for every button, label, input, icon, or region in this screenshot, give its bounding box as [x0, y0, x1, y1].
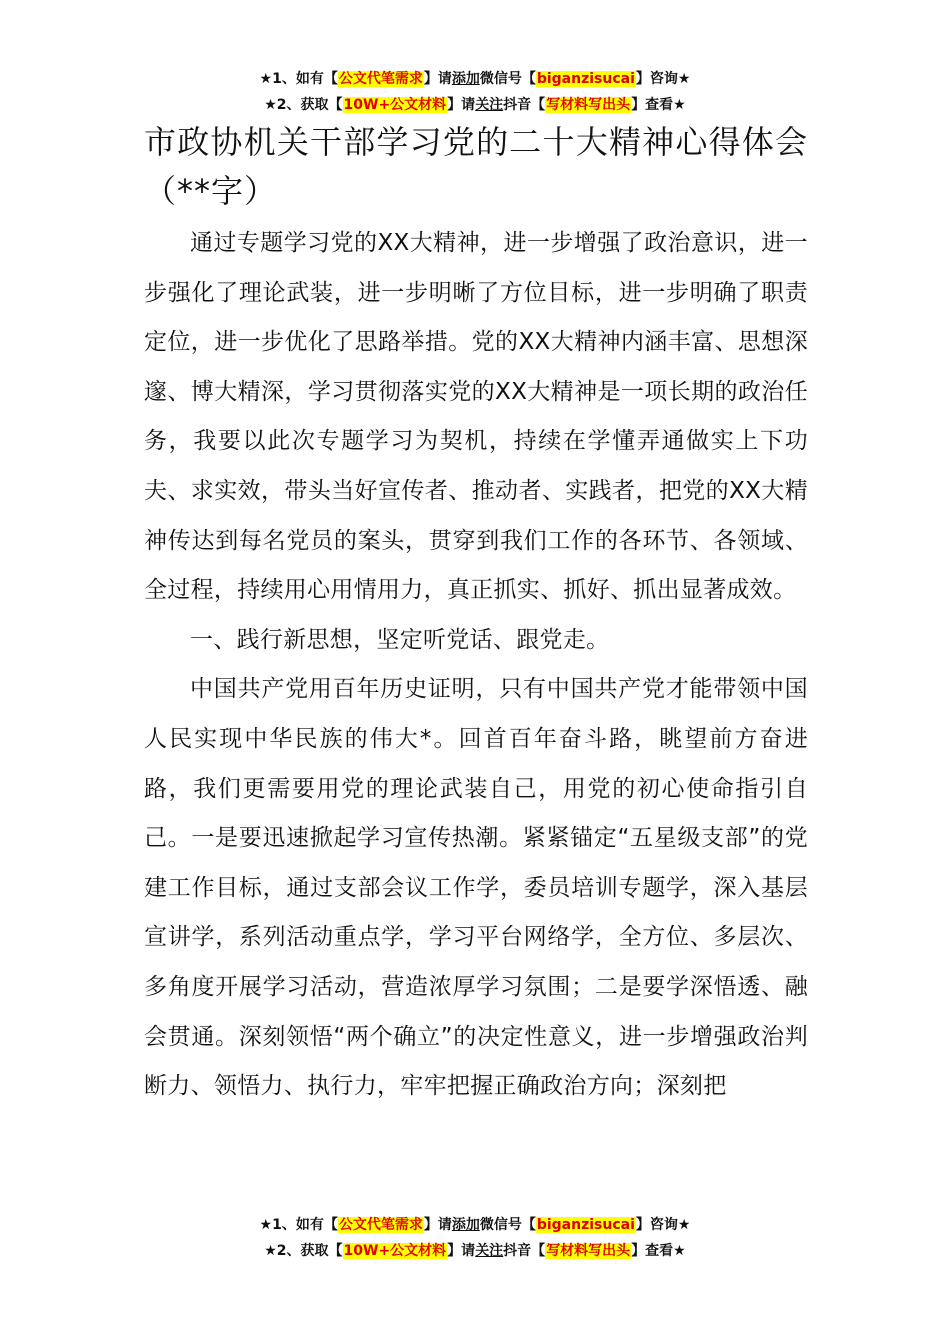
promo-emphasis: 添加 — [451, 1217, 480, 1233]
promo-text: ★2、获取【 — [264, 97, 343, 113]
promo-text: ★2、获取【 — [264, 1243, 343, 1259]
promo-banner-bottom — [0, 1212, 950, 1264]
promo-banner-top — [0, 66, 950, 118]
document-body — [144, 118, 808, 1112]
highlight-materials: 10W+公文材料 — [343, 97, 447, 113]
promo-text: 抖音【 — [503, 97, 546, 113]
highlight-wechat-id: biganzisucai — [536, 1217, 635, 1233]
promo-text: 】咨询★ — [635, 1217, 691, 1233]
paragraph-intro: 通过专题学习党的XX大精神，进一步增强了政治意识，进一步强化了理论武装，进一步明晰了方位目标，进一步明确了职责定位，进一步优化了思路举措。党的XX大精神内涵丰富、思想深邃、博大精深，学习贯彻落实党的XX大精神是一项长期的政治任务，我要以此次专题学习为契机，持续在学懂弄通做实上下功夫、求实效，带头当好宣传者、推动者、实践者，把党的XX大精神传达到每名党员的案头，贯穿到我们工作的各环节、各领域、全过程，持续用心用情用力，真正抓实、抓好、抓出显著成效。 — [144, 230, 808, 604]
highlight-materials: 10W+公文材料 — [343, 1243, 447, 1259]
promo-text: 】查看★ — [631, 97, 686, 113]
promo-text: 】请 — [423, 1217, 452, 1233]
highlight-service: 公文代笔需求 — [338, 1217, 423, 1233]
paragraph-section-1: 中国共产党用百年历史证明，只有中国共产党才能带领中国人民实现中华民族的伟大*。回首百年奋斗路，眺望前方奋进路，我们更需要用党的理论武装自己，用党的初心使命指引自己。一是要迅速掀起学习宣传热潮。紧紧锚定“五星级支部”的党建工作目标，通过支部会议工作学，委员培训专题学，深入基层宣讲学，系列活动重点学，学习平台网络学，全方位、多层次、多角度开展学习活动，营造浓厚学习氛围；二是要学深悟透、融会贯通。深刻领悟“两个确立”的决定性意义，进一步增强政治判断力、领悟力、执行力，牢牢把握正确政治方向；深刻把 — [144, 676, 808, 1100]
promo-text: 】请 — [447, 97, 476, 113]
highlight-douyin-account: 写材料写出头 — [546, 97, 631, 113]
promo-text: ★1、如有【 — [259, 71, 338, 87]
promo-text: 抖音【 — [503, 1243, 546, 1259]
highlight-wechat-id: biganzisucai — [536, 71, 635, 87]
promo-text: 】查看★ — [631, 1243, 686, 1259]
highlight-douyin-account: 写材料写出头 — [546, 1243, 631, 1259]
section-heading-1: 一、践行新思想，坚定听党话、跟党走。 — [190, 626, 610, 653]
promo-text: 】请 — [447, 1243, 476, 1259]
promo-emphasis: 关注 — [475, 1243, 504, 1259]
promo-line-1 — [0, 66, 950, 92]
promo-line-2 — [0, 1238, 950, 1264]
promo-text: ★1、如有【 — [259, 1217, 338, 1233]
promo-emphasis: 添加 — [451, 71, 480, 87]
promo-line-1 — [0, 1212, 950, 1238]
document-title: 市政协机关干部学习党的二十大精神心得体会（**字） — [144, 123, 808, 210]
promo-text: 微信号【 — [479, 1217, 536, 1233]
promo-line-2 — [0, 92, 950, 118]
highlight-service: 公文代笔需求 — [338, 71, 423, 87]
promo-emphasis: 关注 — [475, 97, 504, 113]
promo-text: 】咨询★ — [635, 71, 691, 87]
promo-text: 】请 — [423, 71, 452, 87]
promo-text: 微信号【 — [479, 71, 536, 87]
